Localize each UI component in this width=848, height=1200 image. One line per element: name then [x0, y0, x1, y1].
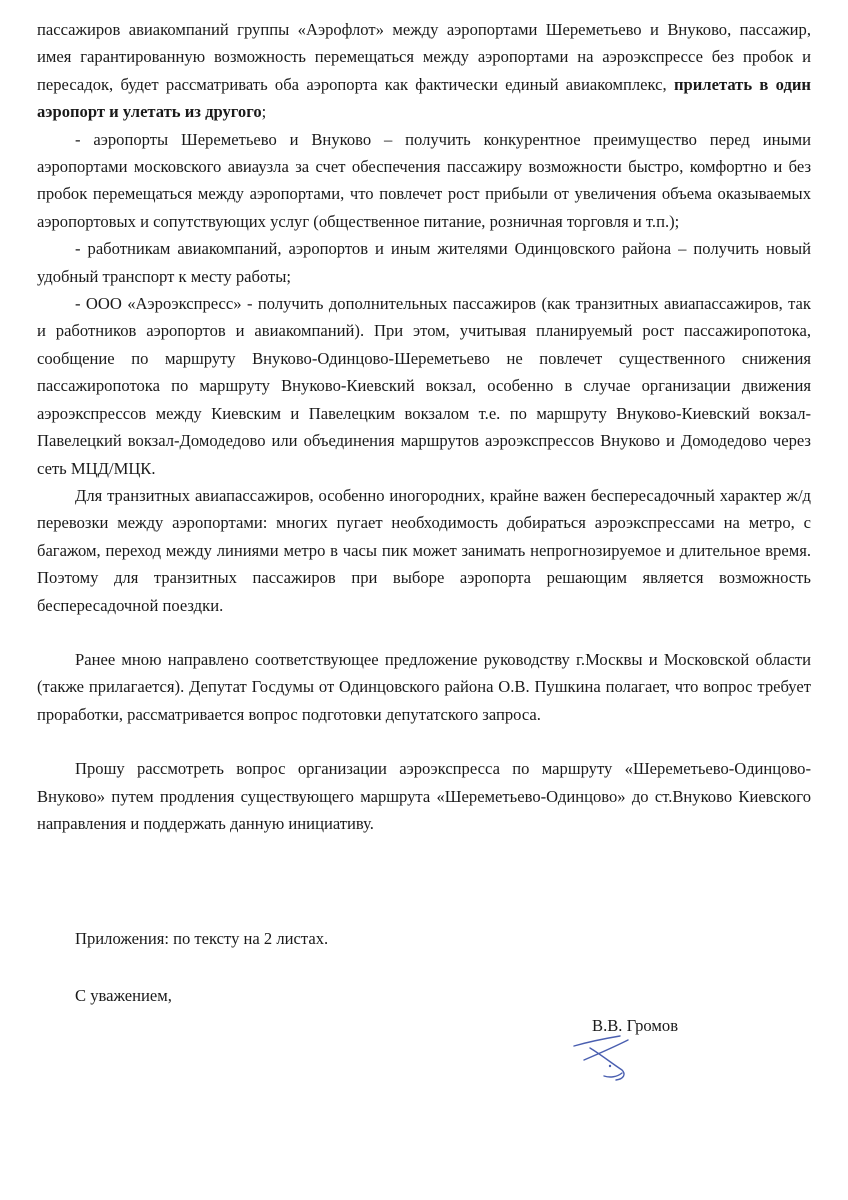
closing-line: С уважением,	[75, 986, 172, 1005]
paragraph-1: пассажиров авиакомпаний группы «Аэрофлот» между аэропортами Шереметьево и Внуково, пассажир, имея гарантированную возможность перемещаться между аэропортами на аэроэкспрессе без пробок и пересадок, будет рассматривать оба аэропорта как фактически единый авиакомплекс, прилетать в один аэропорт и улетать из другого;	[37, 20, 811, 122]
paragraph-3: - работникам авиакомпаний, аэропортов и иным жителями Одинцовского района – получить новый удобный транспорт к месту работы;	[37, 239, 811, 286]
paragraph-6: Ранее мною направлено соответствующее предложение руководству г.Москвы и Московской области (также прилагается). Депутат Госдумы от Одинцовского района О.В. Пушкина полагает, что вопрос требует проработки, рассматривается вопрос подготовки депутатского запроса.	[37, 649, 811, 724]
signer-name: В.В. Громов	[592, 1016, 679, 1035]
paragraph-4: - ООО «Аэроэкспресс» - получить дополнительных пассажиров (как транзитных авиапассажиров, так и работников аэропортов и авиакомпаний). При этом, учитывая планируемый рост пассажиропотока, сообщение по маршруту Внуково-Одинцово-Шереметьево не повлечет существенного снижения пассажиропотока по маршруту Внуково-Киевский вокзал, особенно в случае организации движения аэроэкспрессов между Киевским и Павелецким вокзалом т.е. по маршруту Внуково-Киевский вокзал-Павелецкий вокзал-Домодедово или объединения маршрутов аэроэкспрессов Внуково и Домодедово через сеть МЦД/МЦК.	[37, 294, 811, 478]
letter-body	[37, 16, 811, 837]
attachments-line: Приложения: по тексту на 2 листах.	[75, 929, 329, 948]
paragraph-2: - аэропорты Шереметьево и Внуково – получить конкурентное преимущество перед иными аэропортами московского авиаузла за счет обеспечения пассажиру возможности быстро, комфортно и без пробок перемещаться между аэропортами, что повлечет рост прибыли от увеличения объема оказываемых аэропортовых и сопутствующих услуг (общественное питание, розничная торговля и т.п.);	[37, 129, 811, 231]
paragraph-5: Для транзитных авиапассажиров, особенно иногородних, крайне важен беспересадочный характер ж/д перевозки между аэропортами: многих пугает необходимость добираться аэроэкспрессами на метро, с багажом, переход между линиями метро в часы пик может занимать непрогнозируемое и длительное время. Поэтому для транзитных пассажиров при выборе аэропорта решающим является возможность беспересадочной поездки.	[37, 485, 811, 615]
paragraph-7: Прошу рассмотреть вопрос организации аэроэкспресса по маршруту «Шереметьево-Одинцово-Внуково» путем продления существующего маршрута «Шереметьево-Одинцово» до ст.Внуково Киевского направления и поддержать данную инициативу.	[37, 759, 811, 833]
emphasis-text: прилетать в один аэропорт и улетать из другого	[37, 74, 811, 122]
handwritten-signature	[570, 1032, 660, 1087]
